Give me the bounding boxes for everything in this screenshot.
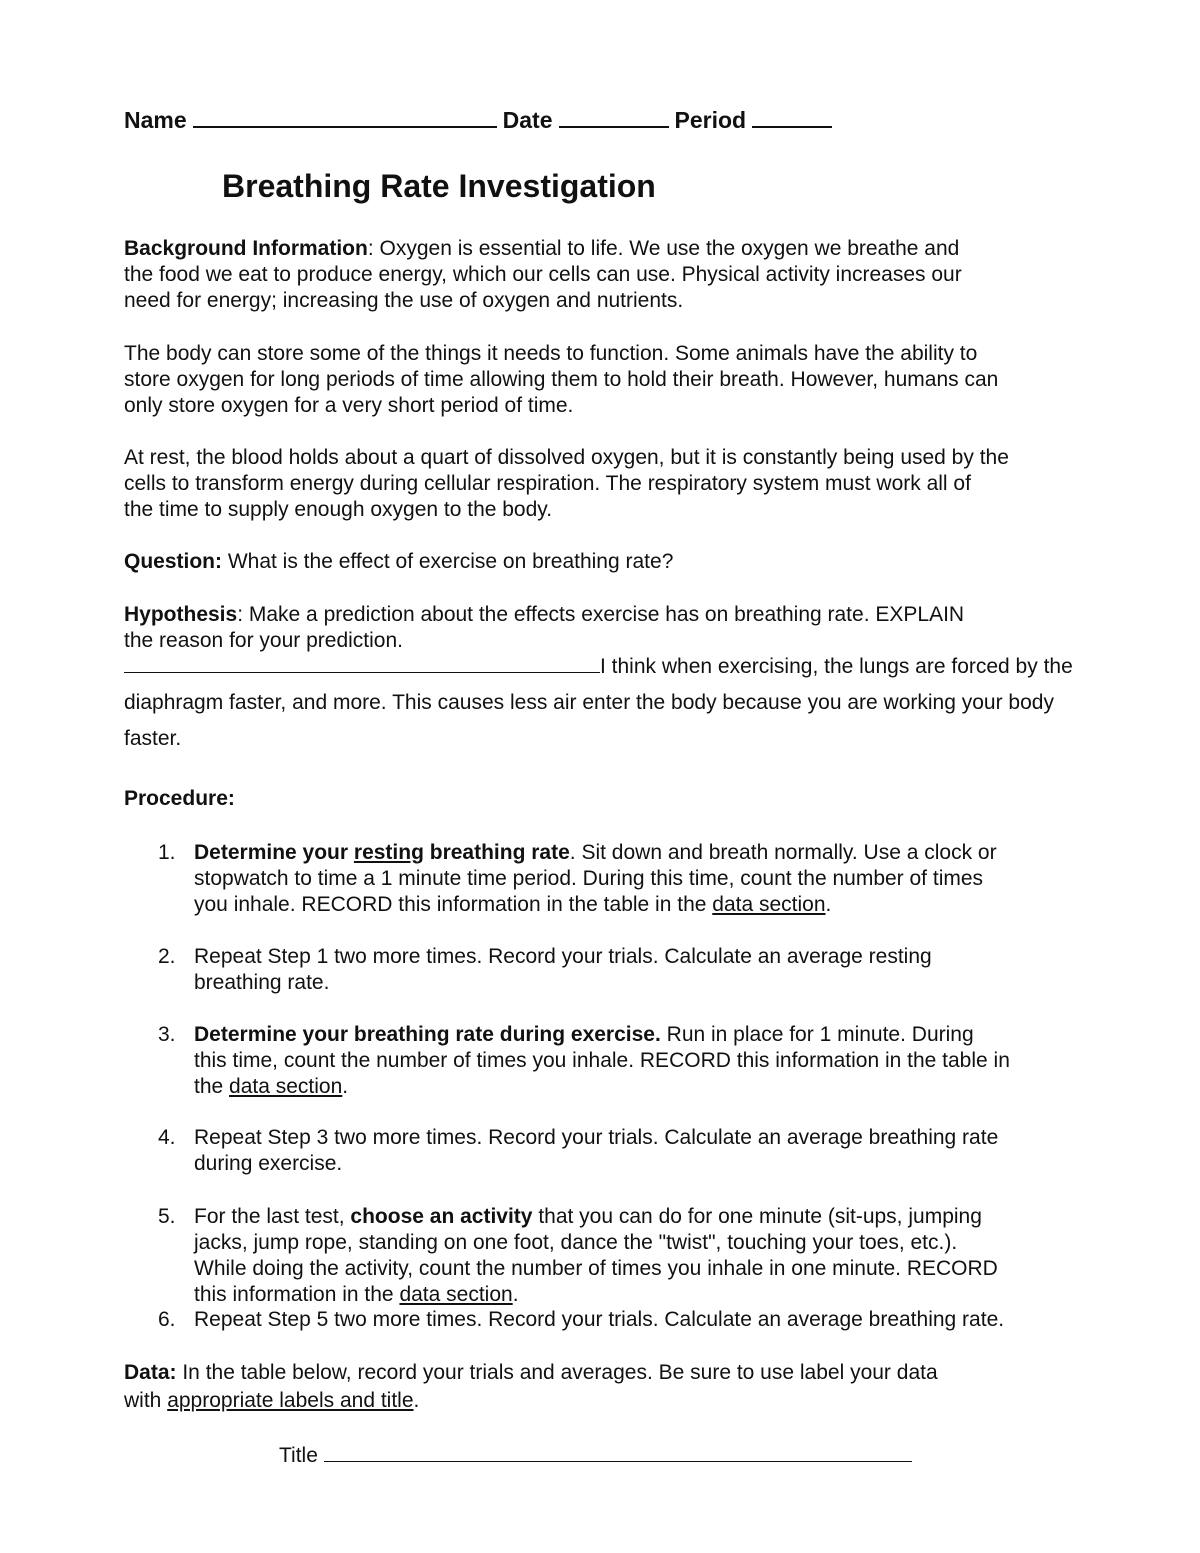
data-text: with (124, 1389, 168, 1412)
name-blank[interactable] (193, 108, 497, 128)
title-label: Title (279, 1444, 318, 1467)
name-label: Name (124, 107, 187, 133)
date-blank[interactable] (559, 108, 669, 128)
step-1-line: stopwatch to time a 1 minute time period. During this time, count the number of times (194, 867, 984, 890)
step-text: . Sit down and breath normally. Use a clock or (569, 841, 997, 864)
step-text: you inhale. RECORD this information in the table in the (194, 893, 713, 916)
background-line: need for energy; increasing the use of oxygen and nutrients. (124, 289, 684, 312)
step-text: Run in place for 1 minute. During (660, 1023, 974, 1046)
step-5-line: While doing the activity, count the number of times you inhale in one minute. RECORD (194, 1257, 998, 1280)
step-number: 5. (158, 1205, 176, 1228)
step-5-line (194, 1282, 519, 1308)
step-number: 4. (158, 1126, 176, 1149)
question-label: Question: (124, 550, 222, 573)
background-label: Background Information (124, 237, 368, 260)
hypothesis-line: the reason for your prediction. (124, 629, 403, 652)
step-text: . (512, 1283, 519, 1306)
background-line: only store oxygen for a very short period of time. (124, 394, 574, 417)
data-text: . (413, 1389, 420, 1412)
step-bold-text: choose an activity (350, 1205, 533, 1228)
data-line (124, 1360, 938, 1386)
background-line: cells to transform energy during cellular respiration. The respiratory system must work all of (124, 472, 971, 495)
step-bold-text: breathing rate (423, 841, 570, 864)
step-number: 2. (158, 945, 176, 968)
page-title: Breathing Rate Investigation (222, 168, 656, 204)
step-number: 6. (158, 1308, 176, 1331)
hypothesis-answer[interactable] (124, 649, 1084, 757)
step-2-line: breathing rate. (194, 971, 330, 994)
hypothesis-line (124, 602, 964, 628)
background-line: The body can store some of the things it needs to function. Some animals have the ability to (124, 342, 978, 365)
background-line: At rest, the blood holds about a quart of dissolved oxygen, but it is constantly being used by the (124, 446, 1009, 469)
data-section-ref: data section (229, 1075, 343, 1098)
step-bold-underlined: resting (353, 841, 424, 864)
title-row (279, 1441, 912, 1468)
step-number: 3. (158, 1023, 176, 1046)
data-line (124, 1388, 419, 1414)
data-label: Data: (124, 1361, 177, 1384)
step-1-line (194, 840, 997, 866)
step-5-line: jacks, jump rope, standing on one foot, dance the "twist", touching your toes, etc.). (194, 1231, 958, 1254)
step-4-line: during exercise. (194, 1152, 343, 1175)
background-line: store oxygen for long periods of time allowing them to hold their breath. However, humans can (124, 368, 999, 391)
question-line (124, 549, 673, 575)
header-row (124, 107, 838, 134)
hypothesis-text: : Make a prediction about the effects exercise has on breathing rate. EXPLAIN (237, 603, 965, 626)
step-5-line (194, 1204, 982, 1230)
step-1-line (194, 892, 831, 918)
date-label: Date (502, 107, 553, 133)
period-blank[interactable] (752, 108, 832, 128)
data-section-ref: data section (712, 893, 826, 916)
step-3-line: this time, count the number of times you inhale. RECORD this information in the table in (194, 1049, 1010, 1072)
title-blank[interactable] (324, 1441, 912, 1462)
step-2-line: Repeat Step 1 two more times. Record your trials. Calculate an average resting (194, 945, 932, 968)
background-line (124, 236, 959, 262)
step-text: that you can do for one minute (sit-ups, jumping (532, 1205, 982, 1228)
period-label: Period (674, 107, 747, 133)
step-4-line: Repeat Step 3 two more times. Record your trials. Calculate an average breathing rate (194, 1126, 999, 1149)
data-section-ref: data section (399, 1283, 513, 1306)
background-line: the time to supply enough oxygen to the body. (124, 498, 553, 521)
step-text: . (825, 893, 832, 916)
step-text: this information in the (194, 1283, 400, 1306)
background-line: the food we eat to produce energy, which our cells can use. Physical activity increases our (124, 263, 962, 286)
step-6-line: Repeat Step 5 two more times. Record your trials. Calculate an average breathing rate. (194, 1308, 1005, 1331)
hypothesis-answer-rest: the diaphragm faster, and more. This causes less air enter the body because you are working your body faster. (124, 655, 1073, 750)
labels-and-title-ref: appropriate labels and title (167, 1389, 414, 1412)
hypothesis-label: Hypothesis (124, 603, 238, 626)
step-bold-text: Determine your (194, 841, 354, 864)
question-text: What is the effect of exercise on breathing rate? (222, 550, 674, 573)
step-text: the (194, 1075, 230, 1098)
step-bold-text: Determine your breathing rate during exercise. (194, 1023, 661, 1046)
hypothesis-blank (124, 652, 600, 673)
background-text: : Oxygen is essential to life. We use the oxygen we breathe and (367, 237, 960, 260)
step-3-line (194, 1022, 974, 1048)
procedure-label: Procedure: (124, 787, 235, 810)
hypothesis-answer-start: I think when exercising, the lungs are forced by (600, 655, 1038, 678)
step-3-line (194, 1074, 348, 1100)
step-number: 1. (158, 841, 176, 864)
data-text: In the table below, record your trials and averages. Be sure to use label your data (176, 1361, 938, 1384)
step-text: For the last test, (194, 1205, 351, 1228)
step-text: . (342, 1075, 349, 1098)
